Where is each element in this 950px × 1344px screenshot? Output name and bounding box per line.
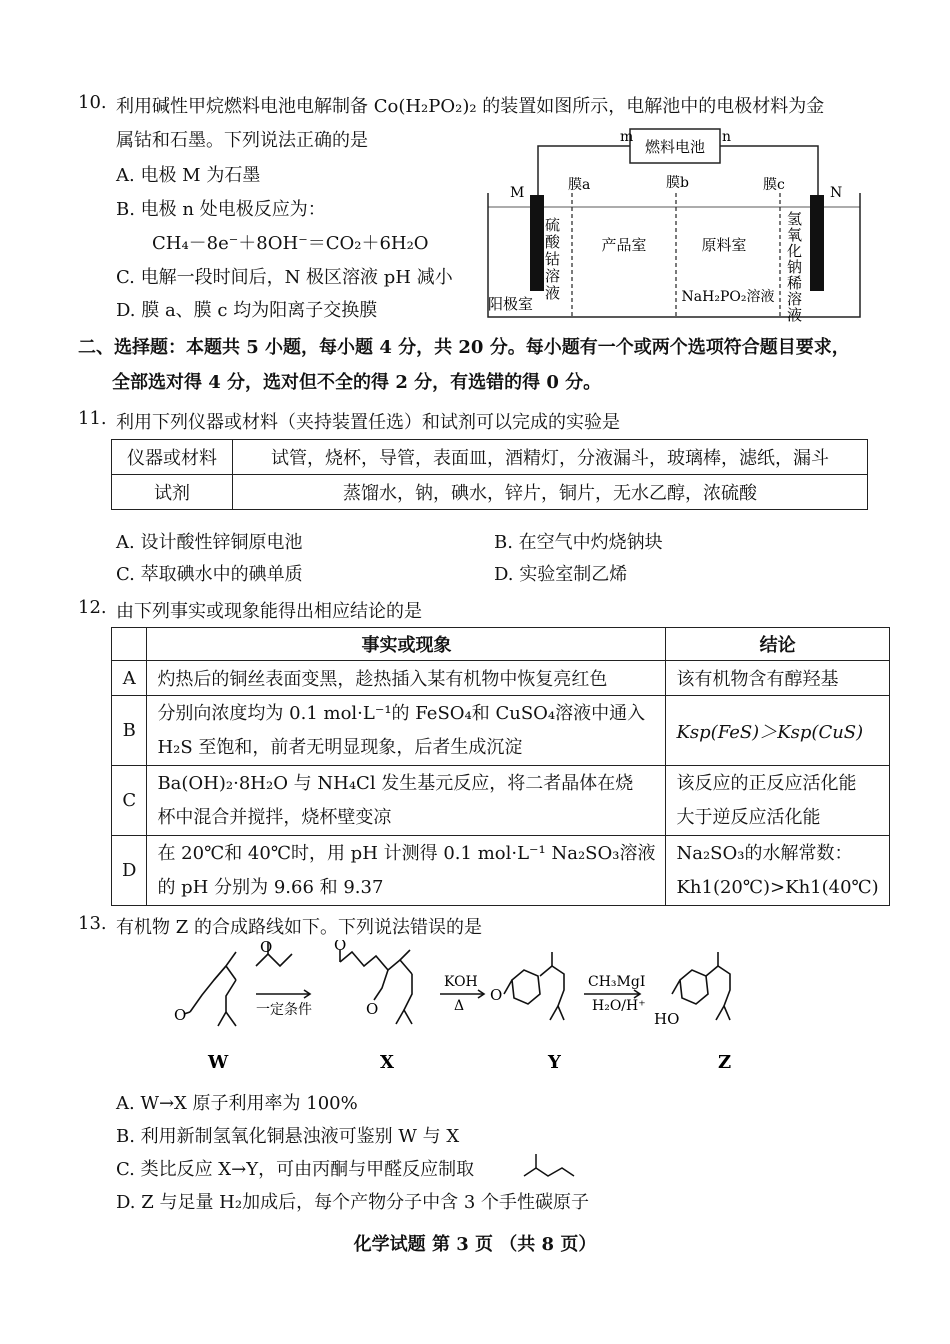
y-label: Y (548, 1052, 561, 1073)
fuel-cell-label: 燃料电池 (644, 138, 706, 156)
q13-option-b: B. 利用新制氢氧化铜悬浊液可鉴别 W 与 X (116, 1126, 460, 1147)
q13-number: 13. (78, 913, 107, 934)
q10-option-d: D. 膜 a、膜 c 均为阳离子交换膜 (116, 300, 378, 321)
x-chain (340, 952, 412, 974)
w-oxygen: O (174, 1006, 187, 1024)
x-label: X (380, 1052, 394, 1073)
q12-stem: 由下列事实或现象能得出相应结论的是 (116, 601, 422, 622)
electrode-N (810, 195, 824, 291)
q11-table (111, 439, 868, 510)
q11-stem: 利用下列仪器或材料（夹持装置任选）和试剂可以完成的实验是 (116, 412, 620, 433)
q13-option-d: D. Z 与足量 H₂加成后，每个产物分子中含 3 个手性碳原子 (116, 1192, 589, 1213)
q11-number: 11. (78, 408, 107, 429)
z-ring (680, 970, 708, 1004)
q12-table (111, 627, 890, 906)
q12-conclusion: Na₂SO₃的水解常数： Kh1(20℃)>Kh1(40℃) (666, 836, 889, 906)
electrode-M-label: M (510, 185, 525, 201)
q10-number: 10. (78, 92, 107, 113)
membrane-b-label: 膜b (666, 175, 689, 191)
electrode-M (530, 195, 544, 291)
q10-option-a: A. 电极 M 为石墨 (116, 165, 261, 186)
workup-label: H₂O/H⁺ (592, 998, 646, 1014)
q11-cell: 仪器或材料 (112, 440, 233, 475)
q10-option-b-equation: CH₄－8e⁻＋8OH⁻＝CO₂＋6H₂O (152, 233, 429, 254)
q12-row-label: B (112, 696, 147, 766)
q12-fact: 灼热后的铜丝表面变黑，趁热插入某有机物中恢复亮红色 (147, 661, 666, 696)
electrolysis-diagram (480, 125, 865, 325)
synthesis-scheme (160, 940, 800, 1080)
q12-header-blank (112, 628, 147, 661)
q13-option-c: C. 类比反应 X→Y，可由丙酮与甲醛反应制取 (116, 1159, 475, 1180)
membrane-a-label: 膜a (568, 177, 591, 193)
q10-stem-line1: 利用碱性甲烷燃料电池电解制备 Co(H₂PO₂)₂ 的装置如图所示，电解池中的电极材料为金 (116, 96, 825, 117)
q12-row-label: D (112, 836, 147, 906)
q12-conclusion: 该有机物含有醇羟基 (666, 661, 889, 696)
anode-room-label: 阳极室 (488, 295, 534, 313)
q12-row-label: A (112, 661, 147, 696)
section2-line2: 全部选对得 4 分，选对但不全的得 2 分，有选错的得 0 分。 (112, 372, 602, 393)
q12-header-conclusion: 结论 (666, 628, 889, 661)
koh-label: KOH (444, 974, 478, 990)
q11-row-reagents (112, 475, 868, 510)
q12-row-label: C (112, 766, 147, 836)
x-ketone-oxygen: O (334, 940, 347, 954)
q12-conclusion: Ksp(FeS)＞Ksp(CuS) (666, 696, 889, 766)
q12-row-c (112, 766, 890, 836)
q12-header-fact: 事实或现象 (147, 628, 666, 661)
q11-option-b: B. 在空气中灼烧钠块 (494, 532, 663, 553)
z-hydroxyl: HO (654, 1010, 680, 1028)
q11-cell: 试管，烧杯，导管，表面皿，酒精灯，分液漏斗，玻璃棒，滤纸，漏斗 (233, 440, 868, 475)
terminal-m-label: m (620, 129, 634, 145)
mvk-structure (520, 1150, 576, 1186)
y-oxygen: O (490, 986, 503, 1004)
cond1-label: 一定条件 (256, 1002, 312, 1018)
membrane-c-label: 膜c (763, 177, 785, 193)
section2-line1: 二、选择题：本题共 5 小题，每小题 4 分，共 20 分。每小题有一个或两个选项符合题目要求， (78, 337, 850, 358)
q12-number: 12. (78, 597, 107, 618)
left-solution-label: 硫酸钴溶液 (543, 217, 561, 302)
delta-label: Δ (454, 998, 465, 1014)
terminal-n-label: n (722, 129, 732, 145)
product-room-label: 产品室 (601, 236, 647, 254)
mvk-oxygen: O (260, 940, 273, 956)
electrode-N-label: N (830, 185, 843, 201)
y-ring (512, 970, 540, 1004)
q10-stem-line2: 属钴和石墨。下列说法正确的是 (116, 130, 368, 151)
grignard-label: CH₃MgI (588, 974, 646, 990)
raw-room-label: 原料室 (701, 236, 747, 254)
q12-fact: 在 20℃和 40℃时，用 pH 计测得 0.1 mol·L⁻¹ Na₂SO₃溶液 的 pH 分别为 9.66 和 9.37 (147, 836, 666, 906)
q13-option-a: A. W→X 原子利用率为 100% (116, 1093, 358, 1114)
q13-stem: 有机物 Z 的合成路线如下。下列说法错误的是 (116, 917, 482, 938)
q10-option-c: C. 电解一段时间后，N 极区溶液 pH 减小 (116, 267, 453, 288)
q12-row-d (112, 836, 890, 906)
raw-solution-label: NaH₂PO₂溶液 (681, 289, 775, 305)
q12-row-b (112, 696, 890, 766)
q11-cell: 蒸馏水，钠，碘水，锌片，铜片，无水乙醇，浓硫酸 (233, 475, 868, 510)
q11-row-instruments (112, 440, 868, 475)
w-label: W (208, 1052, 229, 1073)
q10-option-b: B. 电极 n 处电极反应为： (116, 199, 326, 220)
q11-cell: 试剂 (112, 475, 233, 510)
q12-fact: 分别向浓度均为 0.1 mol·L⁻¹的 FeSO₄和 CuSO₄溶液中通入 H₂S 至饱和，前者无明显现象，后者生成沉淀 (147, 696, 666, 766)
q11-option-c: C. 萃取碘水中的碘单质 (116, 564, 303, 585)
q12-conclusion: 该反应的正反应活化能 大于逆反应活化能 (666, 766, 889, 836)
q12-fact: Ba(OH)₂·8H₂O 与 NH₄Cl 发生基元反应，将二者晶体在烧 杯中混合并搅拌，烧杯壁变凉 (147, 766, 666, 836)
q12-row-a (112, 661, 890, 696)
right-solution-label: 氢氧化钠稀溶液 (785, 211, 803, 323)
q11-option-a: A. 设计酸性锌铜原电池 (116, 532, 303, 553)
z-label: Z (718, 1052, 732, 1073)
q11-option-d: D. 实验室制乙烯 (494, 564, 628, 585)
q12-header-row (112, 628, 890, 661)
w-chain (190, 952, 236, 1012)
page-footer: 化学试题 第 3 页 （共 8 页） (353, 1234, 597, 1255)
x-aldehyde-oxygen: O (366, 1000, 379, 1018)
